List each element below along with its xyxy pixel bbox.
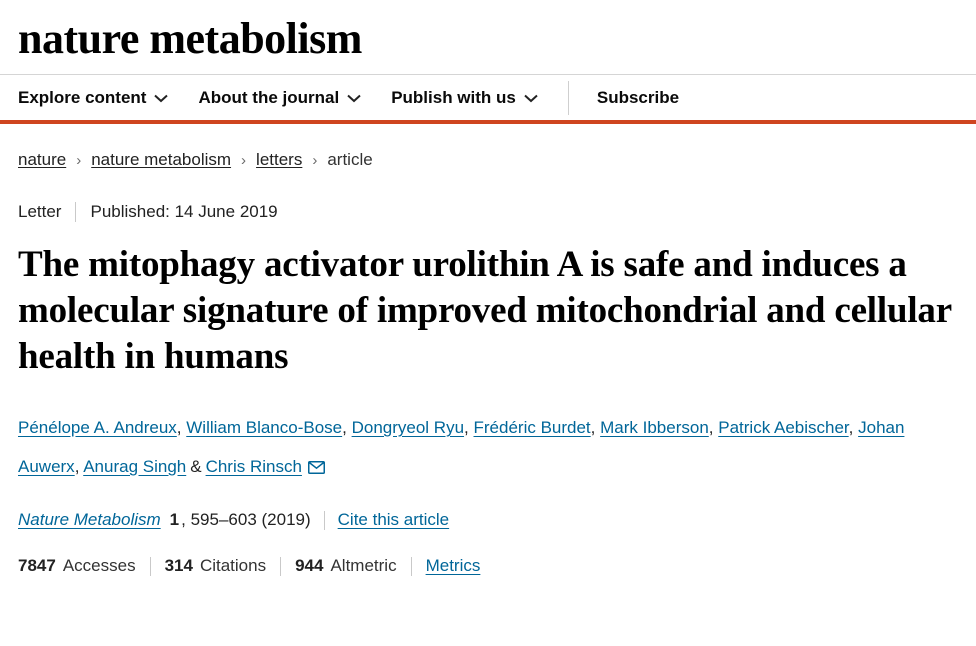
article-type: Letter	[18, 202, 62, 221]
citation-divider	[324, 511, 325, 530]
nav-item-subscribe[interactable]	[597, 88, 679, 108]
article-published-date: Published: 14 June 2019	[90, 202, 278, 221]
article-meta	[18, 202, 958, 222]
author-link[interactable]: Patrick Aebischer	[718, 418, 849, 437]
author-separator: ,	[342, 418, 352, 437]
author-link[interactable]: Pénélope A. Andreux	[18, 418, 177, 437]
main-navigation	[0, 74, 976, 124]
metric-citations-label: Citations	[199, 556, 267, 575]
metric-accesses	[18, 556, 136, 576]
citation-line	[18, 510, 958, 530]
nav-item-about-the-journal[interactable]	[198, 88, 361, 108]
chevron-down-icon	[347, 88, 361, 108]
author-link[interactable]: Anurag Singh	[83, 457, 187, 476]
author-list	[18, 408, 938, 488]
chevron-down-icon	[154, 88, 168, 108]
metric-citations	[165, 556, 267, 576]
nav-label-about-the-journal: About the journal	[198, 87, 340, 107]
citation-journal-link[interactable]: Nature Metabolism	[18, 510, 161, 529]
nav-label-publish-with-us: Publish with us	[391, 87, 516, 107]
author-separator: ,	[74, 457, 84, 476]
metric-altmetric	[295, 556, 397, 576]
metric-divider	[411, 557, 412, 576]
breadcrumb	[18, 150, 958, 170]
breadcrumb-item-nature-metabolism[interactable]: nature metabolism	[91, 150, 232, 169]
author-link[interactable]: Johan Auwerx	[18, 418, 905, 476]
metric-altmetric-label: Altmetric	[330, 556, 397, 575]
author-separator: ,	[590, 418, 601, 437]
breadcrumb-separator-icon: ›	[312, 151, 318, 169]
chevron-down-icon	[524, 88, 538, 108]
author-separator: ,	[848, 418, 859, 437]
breadcrumb-separator-icon: ›	[76, 151, 82, 169]
metrics-bar	[18, 556, 958, 576]
nav-label-explore-content: Explore content	[18, 87, 147, 107]
metric-altmetric-value: 944	[295, 556, 324, 575]
citation-volume: 1	[169, 510, 180, 529]
masthead	[0, 0, 976, 74]
author-link-corresponding[interactable]: Chris Rinsch	[205, 457, 302, 476]
metric-divider	[150, 557, 151, 576]
metric-citations-value: 314	[164, 556, 193, 575]
envelope-icon[interactable]	[308, 449, 325, 488]
citation-pages: , 595–603 (2019)	[181, 510, 311, 529]
cite-this-article-link[interactable]: Cite this article	[337, 510, 450, 529]
nav-divider	[568, 81, 569, 115]
nav-item-publish-with-us[interactable]	[391, 88, 538, 108]
author-ampersand: &	[190, 457, 202, 476]
nav-item-explore-content[interactable]	[18, 88, 168, 108]
breadcrumb-separator-icon: ›	[241, 151, 247, 169]
author-separator: ,	[176, 418, 187, 437]
author-link[interactable]: Mark Ibberson	[600, 418, 709, 437]
metric-divider	[280, 557, 281, 576]
author-separator: ,	[708, 418, 719, 437]
breadcrumb-item-article: article	[327, 150, 373, 169]
author-separator: ,	[464, 418, 474, 437]
nav-label-subscribe: Subscribe	[596, 87, 680, 107]
page-content	[0, 150, 976, 576]
breadcrumb-item-nature[interactable]: nature	[18, 150, 67, 169]
breadcrumb-item-letters[interactable]: letters	[256, 150, 303, 169]
metric-accesses-label: Accesses	[62, 556, 136, 575]
journal-logo[interactable]: nature metabolism	[18, 14, 362, 63]
metrics-link[interactable]: Metrics	[425, 556, 481, 575]
metric-accesses-value: 7847	[18, 556, 56, 575]
nav-list	[18, 75, 709, 120]
meta-divider	[75, 202, 76, 222]
author-link[interactable]: William Blanco-Bose	[186, 418, 343, 437]
author-link[interactable]: Dongryeol Ryu	[351, 418, 465, 437]
page-title: The mitophagy activator urolithin A is safe and induces a molecular signature of improved mitochondrial and cellular health in humans	[18, 244, 952, 377]
author-link[interactable]: Frédéric Burdet	[473, 418, 591, 437]
